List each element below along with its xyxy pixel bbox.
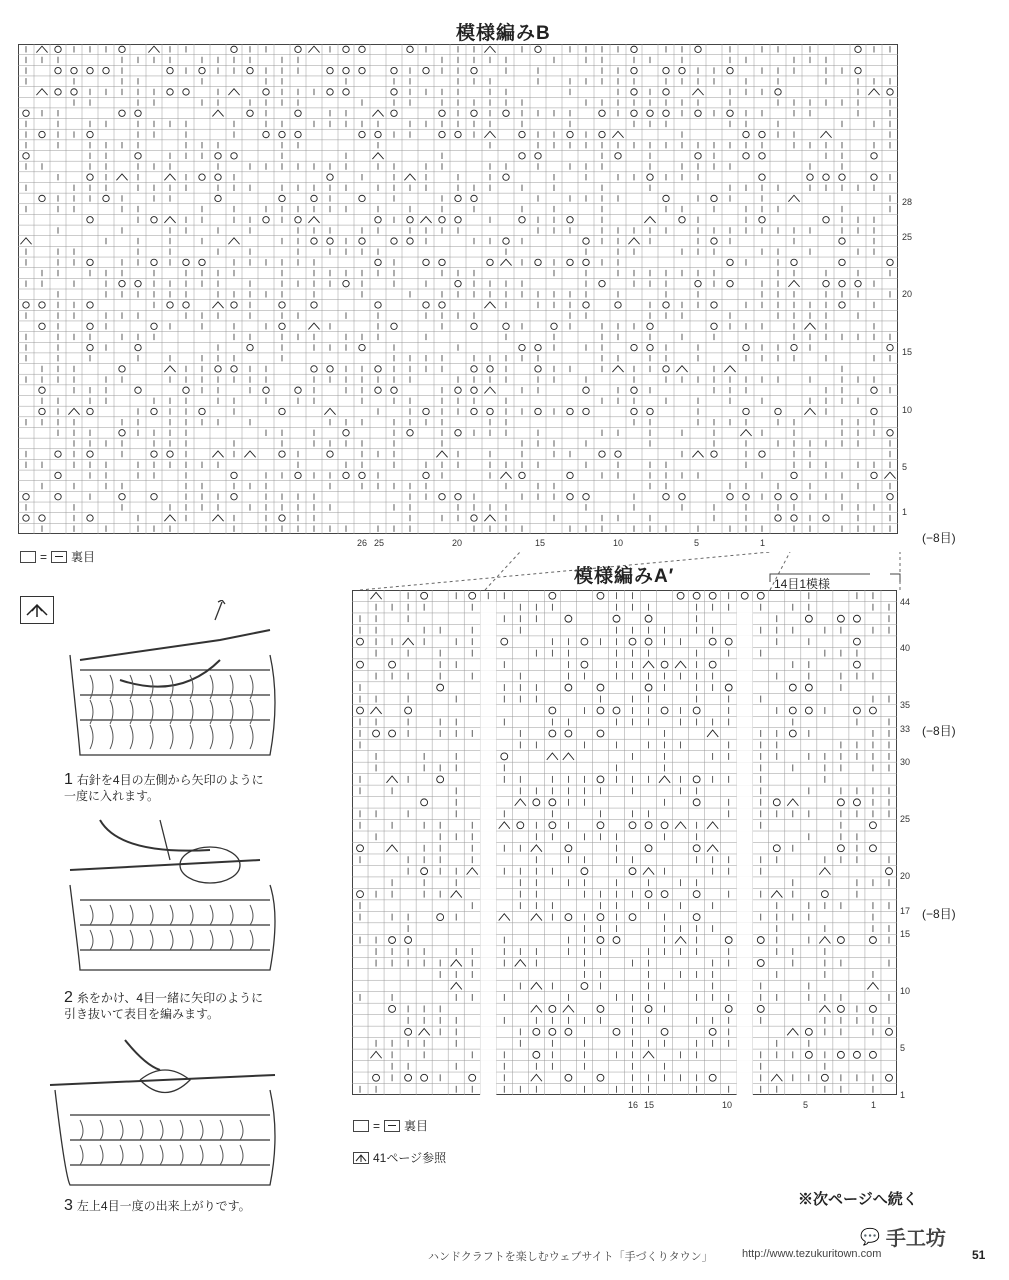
- chart-a-row-44: 44: [900, 597, 911, 607]
- chart-a-row-30: 30: [900, 757, 911, 767]
- chart-b-row-25: 25: [902, 232, 913, 242]
- step1-number: 1: [64, 771, 73, 788]
- chart-b-col-25: 25: [374, 538, 385, 548]
- chart-a-decrease-note-1: (−8目): [922, 724, 956, 738]
- step2-caption: [64, 990, 274, 1022]
- chart-a-col-16: 16: [628, 1100, 639, 1110]
- purl-cell-icon: [384, 1120, 400, 1132]
- blank-cell-icon: [20, 551, 36, 563]
- legend-purl-label: 裏目: [71, 550, 96, 564]
- chart-a-row-25: 25: [900, 814, 911, 824]
- page-number: 51: [972, 1248, 986, 1262]
- legend-purl-label: 裏目: [404, 1119, 429, 1133]
- step3-caption: [64, 1198, 294, 1214]
- chart-b-col-15: 15: [535, 538, 546, 548]
- watermark-text: 手工坊: [885, 1228, 946, 1250]
- chart-a-decrease-note-2: (−8目): [922, 907, 956, 921]
- legend-ref-text: 41ページ参照: [373, 1151, 447, 1165]
- chart-b-col-1: 1: [760, 538, 766, 548]
- step3-illustration: [45, 1035, 285, 1195]
- chart-a-col-5: 5: [803, 1100, 809, 1110]
- chart-b-col-26: 26: [357, 538, 368, 548]
- chart-b-col-5: 5: [694, 538, 700, 548]
- purl-cell-icon: [51, 551, 67, 563]
- step3-text: 左上4目一度の出来上がりです。: [76, 1199, 251, 1213]
- chart-a-legend: [353, 1117, 428, 1134]
- chart-b-legend: [20, 548, 95, 565]
- chart-b-row-10: 10: [902, 405, 913, 415]
- chart-a-row-40: 40: [900, 643, 911, 653]
- chart-a-row-35: 35: [900, 700, 911, 710]
- chart-b-col-20: 20: [452, 538, 463, 548]
- chart-a-row-17: 17: [900, 906, 911, 916]
- chart-a-grid: [352, 590, 912, 1110]
- step1-text: 右針を4目の左側から矢印のように一度に入れます。: [64, 773, 264, 803]
- chart-a-title: 模様編みA′: [574, 566, 675, 587]
- step2-text: 糸をかけ、4目一緒に矢印のように引き抜いて表目を編みます。: [64, 991, 264, 1021]
- chart-b-row-15: 15: [902, 347, 913, 357]
- chart-a-connector-lines: [350, 552, 910, 592]
- chart-a-row-20: 20: [900, 871, 911, 881]
- step2-number: 2: [64, 989, 73, 1006]
- chart-a-row-5: 5: [900, 1043, 906, 1053]
- step1-illustration: [60, 600, 290, 770]
- chart-a-row-15: 15: [900, 929, 911, 939]
- chart-b-row-5: 5: [902, 462, 908, 472]
- step3-number: 3: [64, 1197, 73, 1214]
- chart-b-title: 模様編みB: [456, 23, 551, 44]
- chart-a-col-1: 1: [871, 1100, 877, 1110]
- chart-b-col-10: 10: [613, 538, 624, 548]
- legend-equals: =: [40, 549, 48, 564]
- chart-b-row-20: 20: [902, 289, 913, 299]
- legend-equals: =: [373, 1118, 381, 1133]
- chart-a-col-10: 10: [722, 1100, 733, 1110]
- chart-b-row-1: 1: [902, 507, 908, 517]
- watermark: [860, 1222, 946, 1251]
- chart-a-row-1: 1: [900, 1090, 906, 1100]
- chat-bubble-icon: 💬: [860, 1228, 880, 1246]
- chart-a-row-33: 33: [900, 724, 911, 734]
- chart-a-col-15: 15: [644, 1100, 655, 1110]
- blank-cell-icon: [353, 1120, 369, 1132]
- chart-a-row-10: 10: [900, 986, 911, 996]
- footer-url[interactable]: http://www.tezukuritown.com: [742, 1248, 882, 1260]
- k4tog-symbol-icon: [20, 596, 54, 624]
- chart-b-row-28: 28: [902, 197, 913, 207]
- chart-b-grid: [18, 44, 918, 552]
- continue-note: ※次ページへ続く: [798, 1191, 918, 1208]
- chart-a-repeat-label: 14目1模様: [774, 577, 831, 591]
- step1-caption: [64, 772, 274, 804]
- chart-a-legend-ref: [353, 1149, 446, 1166]
- chart-b-decrease-note: (−8目): [922, 531, 956, 545]
- k3tog-symbol-icon: [353, 1152, 369, 1164]
- footer-site-text: ハンドクラフトを楽しむウェブサイト「手づくりタウン」: [428, 1251, 713, 1263]
- step2-illustration: [60, 815, 290, 985]
